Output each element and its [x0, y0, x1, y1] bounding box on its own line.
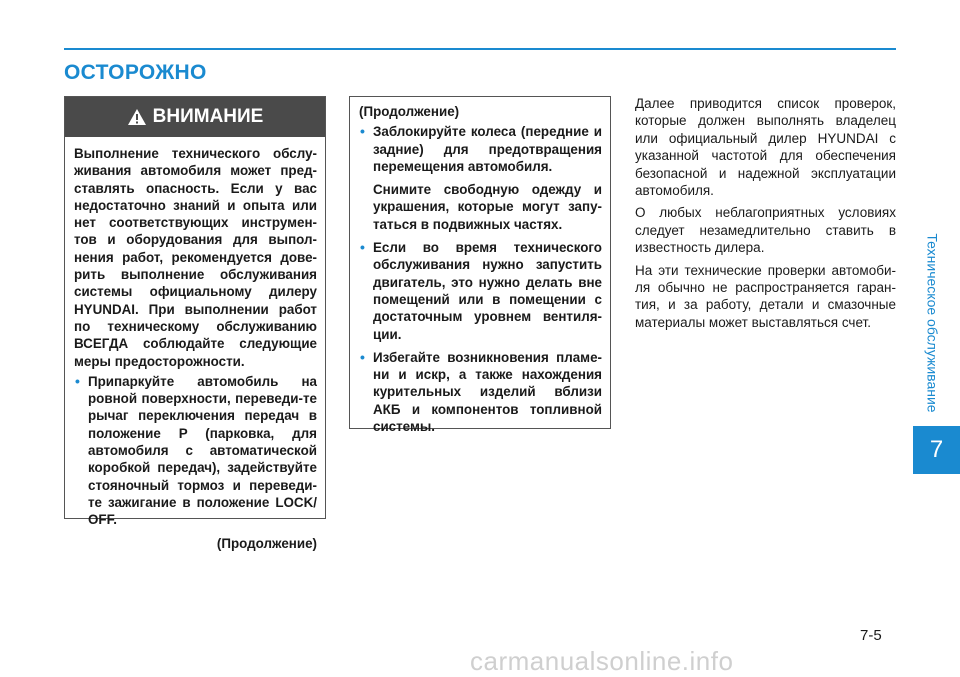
warning-bullet-1: [74, 373, 317, 529]
bullet-dot-icon: •: [360, 348, 365, 365]
top-rule: [64, 48, 896, 50]
continued-box: [349, 96, 611, 435]
page-number: 7-5: [860, 627, 882, 644]
watermark: carmanualsonline.info: [470, 646, 734, 676]
right-paragraph-1: Далее приводится список проверок, которые должен выполнять владелец или официальный дилер HYUNDAI с указанной частотой для обеспечения безопасной и надежной эксплуатации автомобиля.: [635, 96, 896, 199]
warning-box: [64, 96, 326, 551]
continued-bullet-3: [359, 239, 602, 343]
right-paragraph-3: На эти технические проверки автомоби-ля обычно не распространяется гаран-тия, и за работу, детали и смазочные материалы может выставляться счет.: [635, 262, 896, 330]
bullet-dot-icon: •: [360, 123, 365, 140]
continued-bullet-4: [359, 349, 602, 435]
continued-bullet-2-cont: Снимите свободную одежду и украшения, которые могут запу-таться в подвижных частях.: [373, 182, 602, 232]
chapter-tab: [913, 426, 960, 474]
bullet-dot-icon: •: [360, 239, 365, 256]
chapter-tab-number: 7: [929, 436, 944, 463]
bullet-dot-icon: •: [75, 372, 80, 389]
continued-heading: (Продолжение): [359, 104, 460, 119]
warning-header: [65, 97, 325, 137]
warning-bullet-1-text: Припаркуйте автомобиль на ровной поверхности, переведи-те рычаг переключения передач в положение P (парковка, для автомобиля с автоматической коробкой передач), задействуйте стояночный тормоз и переведи-те зажигание в положение LOCK/ OFF.: [88, 373, 317, 528]
side-chapter-label-text: Техническое обслуживание: [925, 233, 941, 413]
warning-intro: Выполнение технического обслу-живания автомобиля может пред-ставлять опасность. Если у вас недостаточно знаний и опыта или нет соответствующих инструмен-тов и оборудования для выпол-нения работ, рекомендуется дове-рить выполнение обслуживания системы официальному дилеру HYUNDAI. При выполнении работ по техническому обслуживанию ВСЕГДА соблюдайте следующие меры предосторожности.: [74, 146, 317, 369]
side-chapter-label: [923, 228, 943, 418]
continued-bullet-2: [359, 123, 602, 175]
continued-bullet-4-text: Избегайте возникновения пламе-ни и искр, а также нахождения курительных изделий вблизи АКБ и компонентов топливной системы.: [373, 349, 602, 435]
warning-triangle-icon: [127, 108, 147, 126]
continued-bullet-3-text: Если во время технического обслуживания нужно запустить двигатель, это нужно делать вне помещений или в помещении с достаточным уровнем вентиля-ции.: [373, 240, 602, 342]
section-title: ОСТОРОЖНО: [64, 61, 207, 84]
warning-body: [65, 137, 325, 552]
continued-bullet-2-text: Заблокируйте колеса (передние и задние) для предотвращения перемещения автомобиля.: [373, 124, 602, 174]
right-paragraph-2: О любых неблагоприятных условиях следует незамедлительно ставить в известность дилера.: [635, 205, 896, 256]
continued-body: [350, 97, 610, 435]
warning-continued: (Продолжение): [216, 535, 317, 551]
warning-header-label: ВНИМАНИЕ: [152, 106, 264, 127]
right-column: [635, 95, 896, 336]
